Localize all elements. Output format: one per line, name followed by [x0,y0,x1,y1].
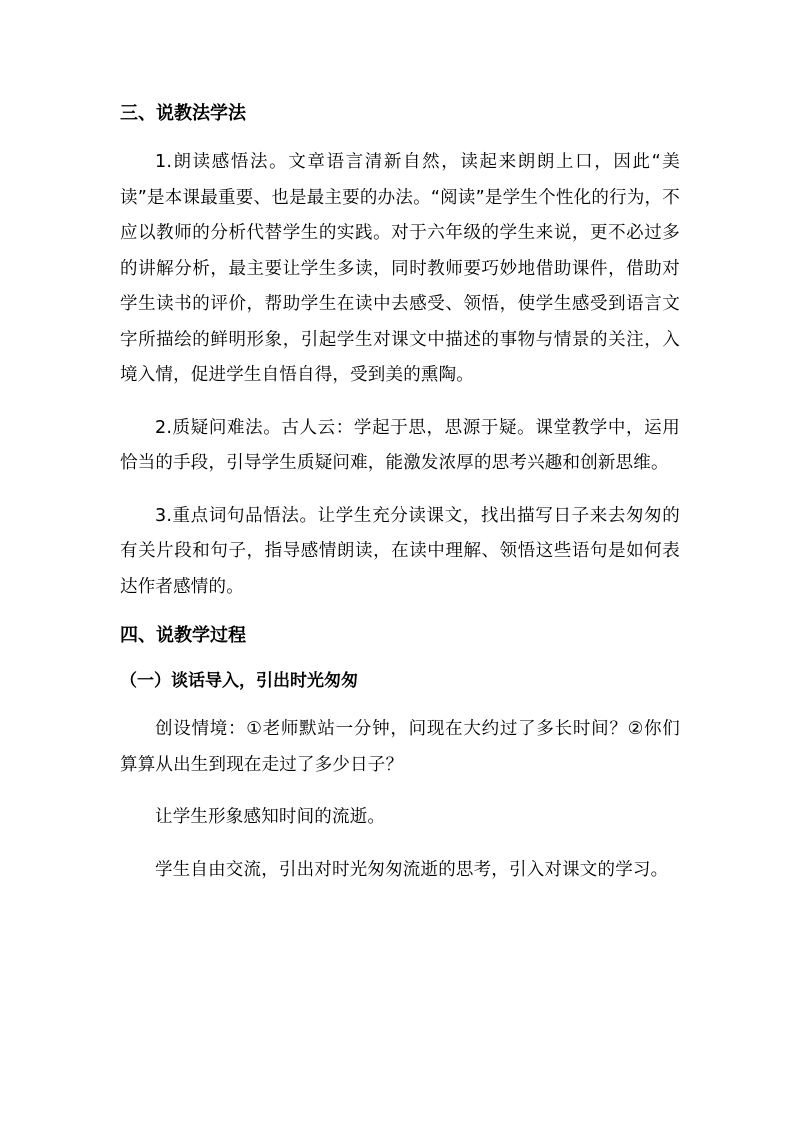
section-heading-teaching-process: 四、说教学过程 [120,625,246,646]
spacer [120,605,680,622]
paragraph-questioning-method: 2.质疑问难法。古人云：学起于思，思源于疑。课堂教学中，运用恰当的手段，引导学生质疑问难，能激发浓厚的思考兴趣和创新思维。 [120,417,680,473]
spacer [120,394,680,411]
subsection-heading-introduction: （一）谈话导入，引出时光匆匆 [120,671,358,691]
paragraph-reading-method: 1.朗读感悟法。文章语言清新自然，读起来朗朗上口，因此“美读”是本课最重要、也是最主要的办法。“阅读”是学生个性化的行为，不应以教师的分析代替学生的实践。对于六年级的学生来说，更不必过多的讲解分析，最主要让学生多读，同时教师要巧妙地借助课件，借助对学生读书的评价，帮助学生在读中去感受、领悟，使学生感受到语言文字所描绘的鲜明形象，引起学生对课文中描述的事物与情景的关注，入境入情，促进学生自悟自得，受到美的熏陶。 [120,152,680,385]
section-heading-teaching-methods: 三、说教法学法 [120,103,246,124]
spacer [120,482,680,499]
paragraph-key-phrases-method: 3.重点词句品悟法。让学生充分读课文，找出描写日子来去匆匆的有关片段和句子，指导感情朗读，在读中理解、领悟这些语句是如何表达作者感情的。 [120,505,680,597]
paragraph-scenario: 创设情境：①老师默站一分钟，问现在大约过了多长时间？②你们算算从出生到现在走过了多少日子？ [120,719,680,775]
spacer [120,650,680,667]
paragraph-perceive-time: 让学生形象感知时间的流逝。 [155,807,386,827]
document-page [120,92,680,888]
spacer [120,695,680,712]
spacer [120,783,680,800]
spacer [120,128,680,145]
paragraph-free-exchange: 学生自由交流，引出对时光匆匆流逝的思考，引入对课文的学习。 [155,859,669,880]
spacer [120,836,680,853]
